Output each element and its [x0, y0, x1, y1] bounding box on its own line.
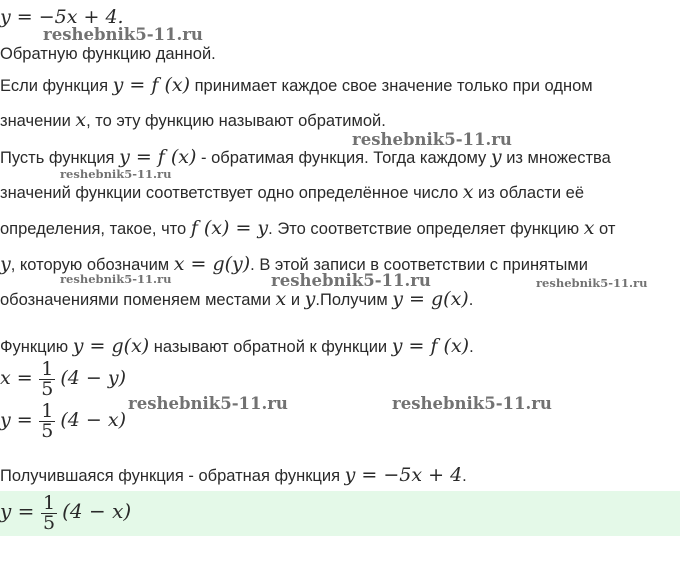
math-original-function: y = −5x + 4 [344, 464, 463, 486]
theory-line-5 [0, 288, 473, 311]
text-fragment: обозначениями поменяем местами [0, 291, 276, 309]
text-fragment: . [469, 338, 474, 356]
math-x: x [275, 288, 287, 310]
math-fx: y = f (x) [391, 335, 470, 357]
text-fragment: от [594, 220, 616, 238]
text-fragment: . В этой записи в соответствии с принятыми [250, 256, 588, 274]
fraction-numerator: 1 [41, 358, 54, 380]
definition-line-2 [0, 109, 386, 132]
text-fragment: Функцию [0, 338, 73, 356]
fraction [41, 494, 57, 533]
eq-lhs: x = [0, 366, 33, 389]
question-label: Обратную функцию данной. [0, 45, 216, 63]
math-y-eq-gx: y = g(x) [392, 288, 469, 310]
definition-line-1 [0, 74, 593, 97]
text-fragment: принимает каждое свое значение только при одном [190, 77, 593, 95]
math-y: y [304, 288, 316, 310]
math-fx: y = f (x) [112, 74, 191, 96]
conclusion-line [0, 464, 467, 487]
eq-rhs: (4 − x) [60, 408, 127, 431]
text-fragment: . [462, 467, 467, 485]
text-fragment: - обратимая функция. Тогда каждому [196, 149, 491, 167]
question-text [0, 43, 216, 65]
fraction-denominator: 5 [41, 420, 54, 442]
watermark: reshebnik5-11.ru [271, 271, 431, 290]
math-x: x [462, 181, 474, 203]
math-y-eq-gx: y = g(x) [72, 335, 150, 357]
math-x: x [75, 109, 87, 131]
eq-rhs: (4 − y) [60, 366, 127, 389]
fraction-numerator: 1 [43, 492, 56, 514]
theory-line-6 [0, 335, 474, 358]
theory-line-3 [0, 217, 615, 240]
watermark: reshebnik5-11.ru [352, 130, 512, 149]
eq-lhs: y = [0, 498, 35, 523]
answer-equation [0, 494, 131, 533]
watermark: reshebnik5-11.ru [43, 25, 203, 44]
eq-lhs: y = [0, 408, 33, 431]
theory-line-1 [0, 146, 611, 169]
solution-eq-2 [0, 402, 126, 441]
text-fragment: , то эту функцию называют обратимой. [86, 112, 386, 130]
text-fragment: называют обратной к функции [149, 338, 392, 356]
text-fragment: из области её [473, 184, 585, 202]
text-fragment: и [286, 291, 305, 309]
math-fx: y = f (x) [119, 146, 197, 168]
task-equation-math: y = −5x + 4. [0, 6, 124, 28]
text-fragment: значении [0, 112, 76, 130]
watermark: reshebnik5-11.ru [536, 276, 648, 290]
watermark: reshebnik5-11.ru [128, 394, 288, 413]
text-fragment: Пусть функция [0, 149, 120, 167]
math-fx-eq-y: f (x) = y [190, 217, 269, 239]
fraction [39, 360, 55, 399]
text-fragment: значений функции соответствует одно определённое число [0, 184, 463, 202]
text-fragment: Получившаяся функция - обратная функция [0, 467, 345, 485]
text-fragment: из множества [501, 149, 611, 167]
theory-line-2 [0, 181, 584, 204]
fraction-denominator: 5 [41, 378, 54, 400]
watermark: reshebnik5-11.ru [392, 394, 552, 413]
watermark: reshebnik5-11.ru [60, 272, 172, 286]
text-fragment: , которую обозначим [10, 256, 174, 274]
text-fragment: . Это соответствие определяет функцию [268, 220, 584, 238]
text-fragment: . [468, 291, 474, 309]
math-x: x [583, 217, 595, 239]
fraction [39, 402, 55, 441]
fraction-numerator: 1 [41, 400, 54, 422]
eq-rhs: (4 − x) [62, 498, 132, 523]
solution-eq-1 [0, 360, 126, 399]
text-fragment: определения, такое, что [0, 220, 191, 238]
math-x-eq-gy: x = g(y) [173, 253, 251, 275]
math-y: y [490, 146, 502, 168]
fraction-denominator: 5 [43, 512, 56, 534]
text-fragment: .Получим [315, 291, 393, 309]
math-y: y [0, 253, 11, 275]
watermark: reshebnik5-11.ru [60, 167, 172, 181]
text-fragment: Если функция [0, 77, 113, 95]
